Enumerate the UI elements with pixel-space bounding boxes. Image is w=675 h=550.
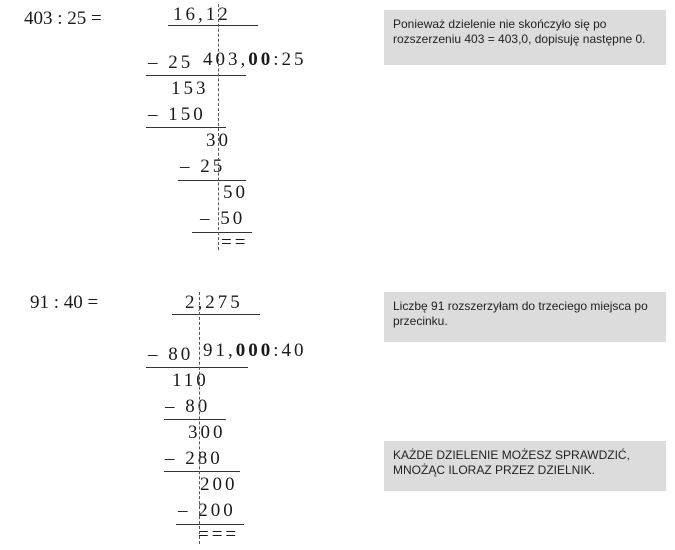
problem-2-step: 300 — [188, 422, 226, 443]
problem-1-note: Ponieważ dzielenie nie skończyło się po rozszerzeniu 403 = 403,0, dopisuję następne 0. — [384, 10, 666, 65]
problem-1-expression: 403 : 25 = — [24, 8, 102, 29]
problem-2-dividend-int: 91 — [203, 340, 228, 361]
problem-2-step: 110 — [172, 370, 209, 391]
problem-1-dividend-int: 403 — [203, 49, 241, 70]
problem-2-note: Liczbę 91 rozszerzyłam do trzeciego miejsca po przecinku. — [384, 292, 666, 342]
problem-2-step: – 280 — [165, 448, 223, 469]
problem-2-expression: 91 : 40 = — [30, 292, 99, 313]
problem-1-divisor: :25 — [273, 49, 307, 70]
problem-1-quotient: 16,12 — [173, 4, 231, 25]
problem-1-step: 50 — [223, 182, 248, 203]
problem-2-dividend-comma: , — [228, 340, 236, 361]
problem-1-step-line — [146, 75, 246, 76]
problem-1-quotient-line — [168, 25, 258, 26]
problem-2-divisor: :40 — [273, 340, 307, 361]
problem-1-step: – 25 — [180, 156, 226, 177]
problem-1-decimal-guide — [218, 4, 219, 250]
problem-1-step: 153 — [171, 78, 209, 99]
problem-2-step-line — [164, 471, 240, 472]
problem-2-step-line — [164, 419, 226, 420]
problem-1-step-line — [178, 180, 246, 181]
problem-2-quotient-line — [172, 314, 260, 315]
problem-2-step-line — [146, 367, 248, 368]
problem-2-step: 200 — [200, 474, 238, 495]
problem-2-decimal-guide — [199, 292, 200, 544]
problem-1-dividend-dec: 00 — [248, 49, 274, 70]
problem-2-quotient: 2,275 — [185, 292, 243, 313]
problem-1-step: 30 — [206, 130, 231, 151]
problem-2-step: – 80 — [165, 396, 211, 417]
problem-1-step: – 25 — [148, 52, 194, 73]
problem-1-step: == — [221, 232, 249, 253]
problem-2-step: – 200 — [178, 500, 236, 521]
problem-2-dividend-dec: 000 — [235, 340, 274, 361]
problem-2-step: === — [198, 524, 240, 545]
problem-2-step: – 80 — [148, 344, 194, 365]
problem-1-step-line — [146, 127, 226, 128]
problem-1-dividend-comma: , — [240, 49, 249, 70]
problem-1-step: – 50 — [200, 208, 246, 229]
problem-1-step: – 150 — [148, 104, 206, 125]
tip-box: KAŻDE DZIELENIE MOŻESZ SPRAWDZIĆ, MNOŻĄC ILORAZ PRZEZ DZIELNIK. — [384, 441, 666, 491]
